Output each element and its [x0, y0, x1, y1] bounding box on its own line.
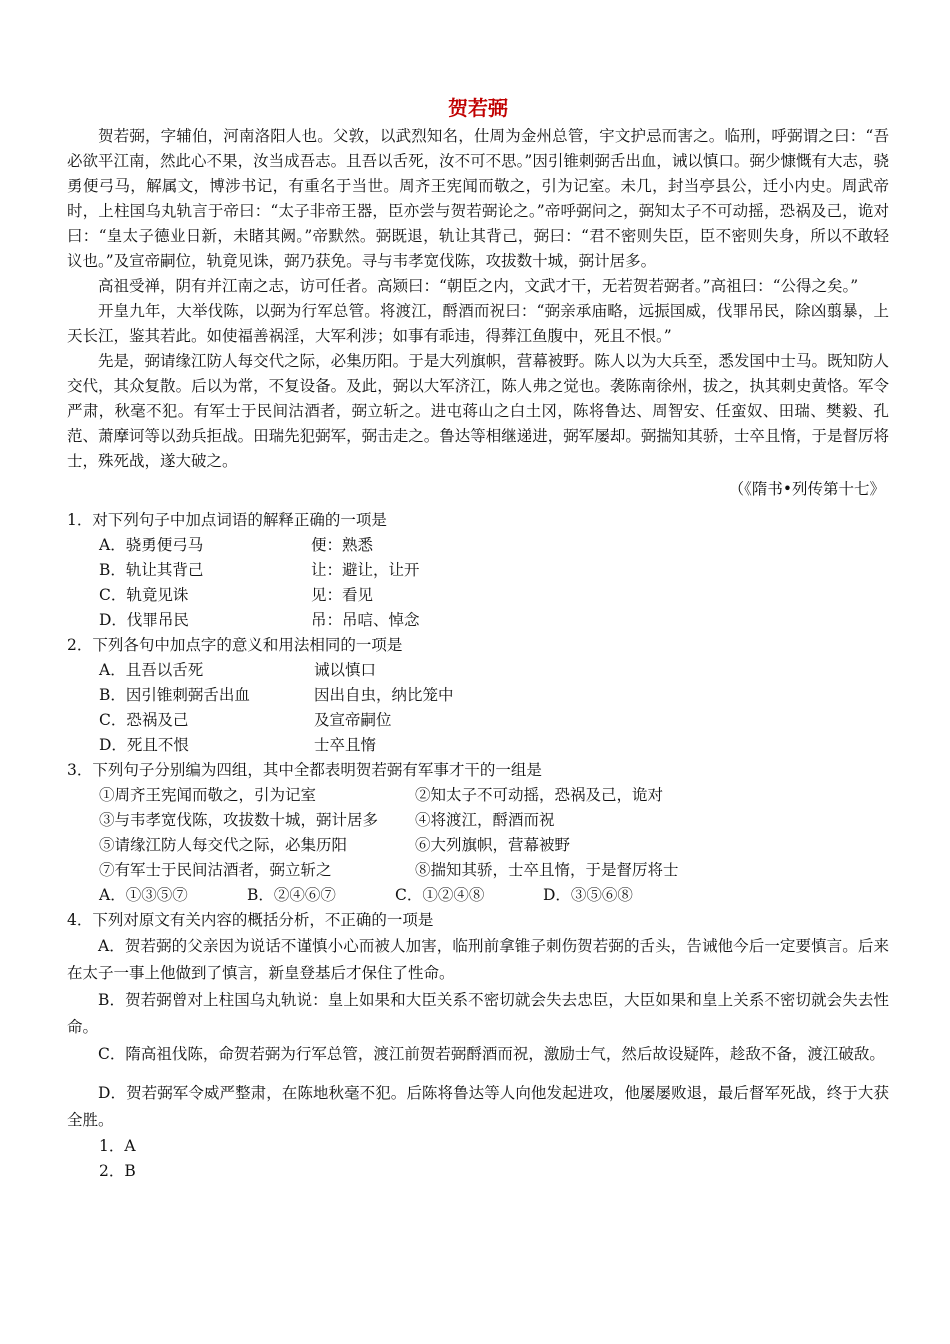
option-sentence-1: D．死且不恨	[99, 736, 189, 754]
question-1-option-a	[67, 533, 889, 558]
question-3-stem: 3．下列句子分别编为四组，其中全都表明贺若弼有军事才干的一组是	[67, 761, 542, 779]
passage-paragraph-2: 高祖受禅，阴有并江南之志，访可任者。高颎曰：“朝臣之内，文武才干，无若贺若弼者。”高祖曰：“公得之矣。”	[98, 277, 859, 295]
document-title: 贺若弼	[448, 96, 508, 120]
item: ⑧揣知其骄，士卒且惰，于是督厉将士	[415, 861, 679, 879]
item-row	[99, 858, 889, 883]
question-4-option-c: C．隋高祖伐陈，命贺若弼为行军总管，渡江前贺若弼酹酒而祝，激励士气，然后故设疑阵，趁敌不备，渡江破敌。	[98, 1045, 885, 1063]
passage-paragraph-3: 开皇九年，大举伐陈，以弼为行军总管。将渡江，酹酒而祝曰：“弼亲承庙略，远振国威，伐罪吊民，除凶翦暴，上天长江，鉴其若此。如使福善祸淫，大军利涉；如事有乖违，得葬江鱼腹中，死且不恨。”	[67, 302, 889, 345]
item: ②知太子不可动摇，恐祸及己，诡对	[415, 786, 664, 804]
question-2-option-b	[67, 683, 889, 708]
question-4-option-d: D．贺若弼军令威严整肃，在陈地秋毫不犯。后陈将鲁达等人向他发起进攻，他屡屡败退，最后督军死战，终于大获全胜。	[67, 1084, 889, 1129]
option-sentence-2: 及宣帝嗣位	[314, 711, 392, 729]
passage-paragraph-1: 贺若弼，字辅伯，河南洛阳人也。父敦，以武烈知名，仕周为金州总管，宇文护忌而害之。临刑，呼弼谓之曰：“吾必欲平江南，然此心不果，汝当成吾志。且吾以舌死，汝不可不思。”因引锥刺弼舌出血，诫以慎口。弼少慷慨有大志，骁勇便弓马，解属文，博涉书记，有重名于当世。周齐王宪闻而敬之，引为记室。未几，封当亭县公，迁小内史。周武帝时，上柱国乌丸轨言于帝曰：“太子非帝王器，臣亦尝与贺若弼论之。”帝呼弼问之，弼知太子不可动摇，恐祸及己，诡对曰：“皇太子德业日新，未睹其阙。”帝默然。弼既退，轨让其背己，弼曰：“君不密则失臣，臣不密则失身，所以不敢轻议也。”及宣帝嗣位，轨竟见诛，弼乃获免。寻与韦孝宽伐陈，攻拔数十城，弼计居多。	[67, 127, 889, 270]
choice-d: D．③⑤⑥⑧	[543, 886, 633, 904]
question-1-option-c	[67, 583, 889, 608]
option-explanation: 吊：吊唁、悼念	[311, 611, 420, 629]
option-text: C．轨竟见诛	[99, 586, 189, 604]
item-row	[99, 808, 889, 833]
option-explanation: 见：看见	[311, 586, 374, 604]
question-3-items	[67, 783, 889, 883]
option-sentence-1: B．因引锥刺弼舌出血	[99, 686, 250, 704]
option-explanation: 让：避让，让开	[311, 561, 420, 579]
option-sentence-1: A．且吾以舌死	[99, 661, 204, 679]
option-sentence-2: 士卒且惰	[314, 736, 377, 754]
item: ⑥大列旗帜，营幕被野	[415, 836, 571, 854]
option-text: A．骁勇便弓马	[99, 536, 204, 554]
option-text: D．伐罪吊民	[99, 611, 189, 629]
question-2-option-a	[67, 658, 889, 683]
question-2-stem: 2．下列各句中加点字的意义和用法相同的一项是	[67, 636, 403, 654]
item: ④将渡江，酹酒而祝	[415, 811, 555, 829]
question-4-stem: 4．下列对原文有关内容的概括分析，不正确的一项是	[67, 911, 434, 929]
option-text: B．轨让其背己	[99, 561, 204, 579]
item: ⑤请缘江防人每交代之际，必集历阳	[99, 836, 348, 854]
option-explanation: 便：熟悉	[311, 536, 374, 554]
answer-2: 2．B	[99, 1162, 136, 1180]
option-sentence-2: 诫以慎口	[314, 661, 377, 679]
item: ⑦有军士于民间沽酒者，弼立斩之	[99, 861, 332, 879]
choice-b: B．②④⑥⑦	[247, 886, 336, 904]
question-2-option-d	[67, 733, 889, 758]
source-citation: （《隋书•列传第十七》	[728, 480, 885, 498]
item-row	[99, 833, 889, 858]
option-sentence-2: 因出自虫，纳比笼中	[314, 686, 454, 704]
choice-a: A．①③⑤⑦	[99, 886, 188, 904]
document-page	[67, 92, 889, 1184]
question-1-option-b	[67, 558, 889, 583]
answer-1: 1．A	[99, 1137, 136, 1155]
option-sentence-1: C．恐祸及己	[99, 711, 189, 729]
item: ③与韦孝宽伐陈，攻拔数十城，弼计居多	[99, 811, 379, 829]
question-1-option-d	[67, 608, 889, 633]
question-1-stem: 1．对下列句子中加点词语的解释正确的一项是	[67, 511, 387, 529]
item-row	[99, 783, 889, 808]
choice-c: C．①②④⑧	[395, 886, 485, 904]
question-4-option-a: A．贺若弼的父亲因为说话不谨慎小心而被人加害，临刑前拿锥子刺伤贺若弼的舌头，告诫他今后一定要慎言。后来在太子一事上他做到了慎言，新皇登基后才保住了性命。	[67, 937, 889, 982]
question-3-choices	[67, 883, 889, 908]
question-2-option-c	[67, 708, 889, 733]
question-4-option-b: B．贺若弼曾对上柱国乌丸轨说：皇上如果和大臣关系不密切就会失去忠臣，大臣如果和皇上关系不密切就会失去性命。	[67, 991, 889, 1036]
passage-paragraph-4: 先是，弼请缘江防人每交代之际，必集历阳。于是大列旗帜，营幕被野。陈人以为大兵至，悉发国中士马。既知防人交代，其众复散。后以为常，不复设备。及此，弼以大军济江，陈人弗之觉也。袭陈南徐州，拔之，执其刺史黄恪。军令严肃，秋毫不犯。有军士于民间沽酒者，弼立斩之。进屯蒋山之白土冈，陈将鲁达、周智安、任蛮奴、田瑞、樊毅、孔范、萧摩诃等以劲兵拒战。田瑞先犯弼军，弼击走之。鲁达等相继递进，弼军屡却。弼揣知其骄，士卒且惰，于是督厉将士，殊死战，遂大破之。	[67, 352, 889, 470]
item: ①周齐王宪闻而敬之，引为记室	[99, 786, 317, 804]
